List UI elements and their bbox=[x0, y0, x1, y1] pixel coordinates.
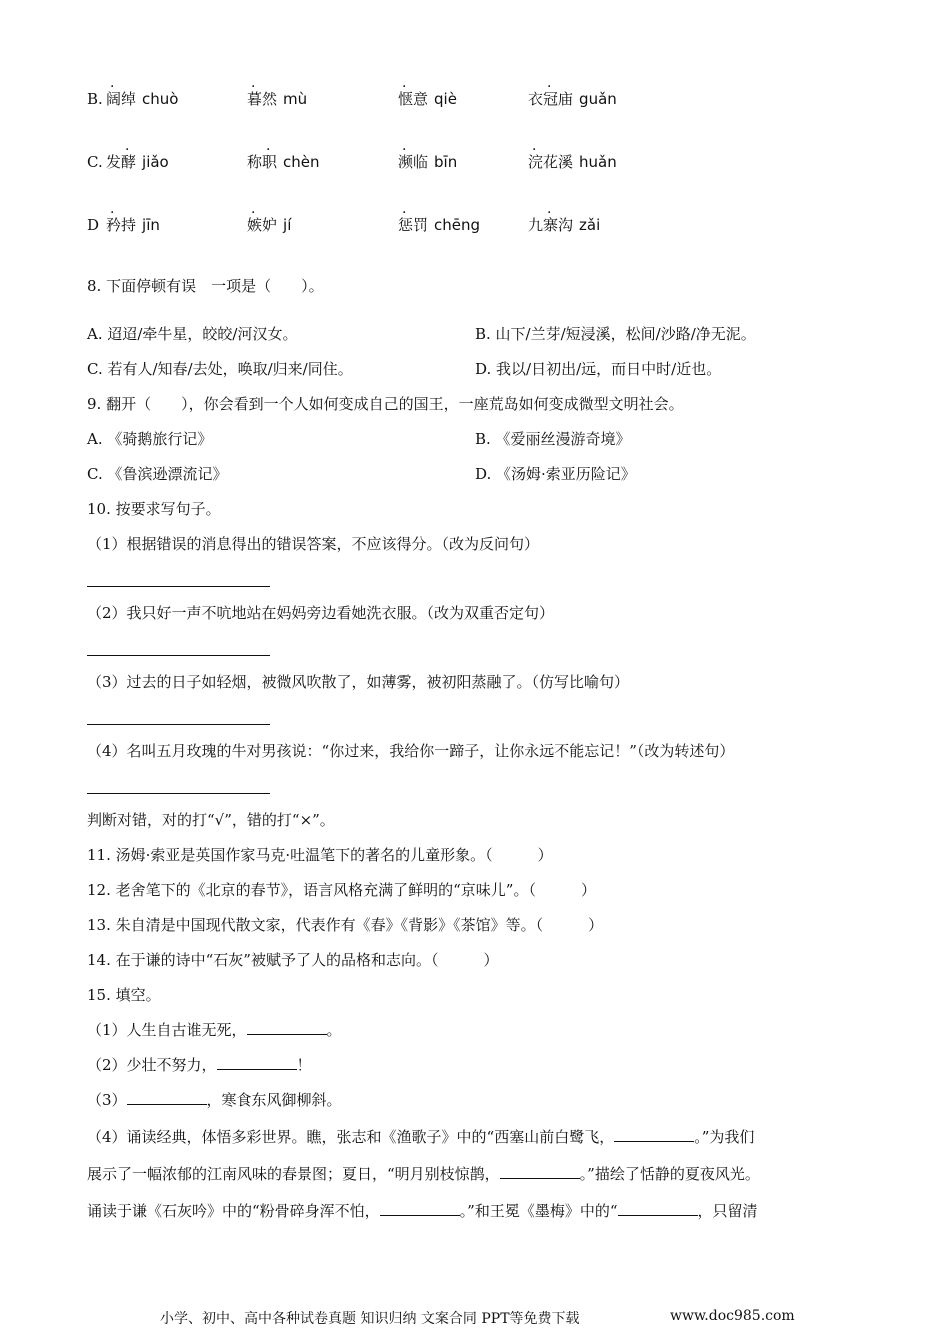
q15-sub4-text-a: （4）诵读经典，体悟多彩世界。瞧，张志和《渔歌子》中的“西塞山前白鹭飞， bbox=[87, 1128, 615, 1146]
option-d-item-3 bbox=[398, 215, 480, 235]
pinyin: qiè bbox=[434, 90, 457, 108]
pinyin: bīn bbox=[434, 153, 458, 171]
pinyin: guǎn bbox=[579, 90, 617, 108]
option-c-label: C. bbox=[87, 153, 103, 171]
word-prefix: 九 bbox=[528, 216, 544, 234]
q15-sub3-text: （3） bbox=[87, 1091, 127, 1109]
q8-option-a: A. 迢迢/牵牛星，皎皎/河汉女。 bbox=[87, 325, 298, 343]
q15-sub4-line1 bbox=[87, 1127, 754, 1147]
option-d-item-1 bbox=[106, 215, 160, 235]
q14: 14. 在于谦的诗中“石灰”被赋予了人的品格和志向。（ ） bbox=[87, 951, 499, 969]
q15-blank-5[interactable] bbox=[500, 1164, 580, 1179]
pinyin: chēng bbox=[434, 216, 481, 234]
word-suffix: 临 bbox=[413, 153, 429, 171]
word-suffix: 绰 bbox=[121, 90, 137, 108]
q15-sub4-text-e: 诵读于谦《石灰吟》中的“粉骨碎身浑不怕， bbox=[87, 1202, 380, 1220]
q15-blank-2[interactable] bbox=[217, 1055, 297, 1070]
footer-url[interactable]: www.doc985.com bbox=[670, 1308, 795, 1324]
pinyin: chèn bbox=[283, 153, 320, 171]
q15-sub4-line2 bbox=[87, 1164, 760, 1184]
pinyin: chuò bbox=[142, 90, 179, 108]
option-c-item-4 bbox=[528, 152, 617, 172]
q15-blank-1[interactable] bbox=[247, 1020, 327, 1035]
dotted-character: 酵 bbox=[121, 153, 137, 171]
q12: 12. 老舍笔下的《北京的春节》，语言风格充满了鲜明的“京味儿”。（ ） bbox=[87, 881, 596, 899]
q10-sub1: （1）根据错误的消息得出的错误答案，不应该得分。（改为反问句） bbox=[87, 535, 540, 553]
word-prefix: 发 bbox=[106, 153, 122, 171]
dotted-character: 浣 bbox=[528, 153, 544, 171]
option-c-item-1 bbox=[106, 152, 169, 172]
q10-answer-line-1[interactable] bbox=[87, 586, 270, 587]
q11: 11. 汤姆·索亚是英国作家马克·吐温笔下的著名的儿童形象。（ ） bbox=[87, 846, 553, 864]
q15-sub2-end: ！ bbox=[296, 1056, 312, 1074]
q15-sub4-text-g: ，只留清 bbox=[697, 1202, 758, 1220]
q15-blank-4[interactable] bbox=[614, 1127, 694, 1142]
q15-blank-3[interactable] bbox=[127, 1090, 207, 1105]
pinyin: mù bbox=[283, 90, 308, 108]
q8-option-c: C. 若有人/知春/去处，唤取/归来/同住。 bbox=[87, 360, 353, 378]
q15-stem: 15. 填空。 bbox=[87, 986, 161, 1004]
q15-sub1-end: 。 bbox=[326, 1021, 342, 1039]
option-b-item-2 bbox=[247, 89, 307, 109]
dotted-character: 惩 bbox=[398, 216, 414, 234]
word-suffix: 花溪 bbox=[543, 153, 574, 171]
word-suffix: 沟 bbox=[558, 216, 574, 234]
dotted-character: 惬 bbox=[398, 90, 414, 108]
pinyin: jí bbox=[283, 216, 292, 234]
q15-sub1-text: （1）人生自古谁无死， bbox=[87, 1021, 247, 1039]
q9-option-c: C. 《鲁滨逊漂流记》 bbox=[87, 465, 228, 483]
option-c-item-2 bbox=[247, 152, 320, 172]
q8-stem: 8. 下面停顿有误 一项是（ ）。 bbox=[87, 277, 324, 295]
q15-blank-7[interactable] bbox=[618, 1201, 698, 1216]
q15-sub1 bbox=[87, 1020, 342, 1040]
pinyin: jiǎo bbox=[142, 153, 169, 171]
q9-option-a: A. 《骑鹅旅行记》 bbox=[87, 430, 213, 448]
option-d-item-2 bbox=[247, 215, 291, 235]
q8-option-b: B. 山下/兰芽/短浸溪，松间/沙路/净无泥。 bbox=[475, 325, 756, 343]
q9-stem: 9. 翻开（ ），你会看到一个人如何变成自己的国王，一座荒岛如何变成微型文明社会。 bbox=[87, 395, 684, 413]
q10-answer-line-4[interactable] bbox=[87, 793, 270, 794]
word-suffix: 妒 bbox=[262, 216, 278, 234]
q15-sub2-text: （2）少壮不努力， bbox=[87, 1056, 217, 1074]
dotted-character: 暮 bbox=[247, 90, 263, 108]
q9-option-b: B. 《爱丽丝漫游奇境》 bbox=[475, 430, 631, 448]
q15-sub4-text-c: 展示了一幅浓郁的江南风味的春景图；夏日，“明月别枝惊鹊， bbox=[87, 1165, 500, 1183]
word-suffix: 然 bbox=[262, 90, 278, 108]
dotted-character: 阔 bbox=[106, 90, 122, 108]
dotted-character: 矜 bbox=[106, 216, 122, 234]
word-prefix: 称 bbox=[247, 153, 263, 171]
word-suffix: 庙 bbox=[558, 90, 574, 108]
pinyin: jīn bbox=[142, 216, 160, 234]
option-d-label: D bbox=[87, 216, 100, 234]
q15-sub4-text-d: 。”描绘了恬静的夏夜风光。 bbox=[579, 1165, 760, 1183]
q15-sub3-end: ，寒食东风御柳斜。 bbox=[206, 1091, 342, 1109]
q10-sub4: （4）名叫五月玫瑰的牛对男孩说：“你过来，我给你一蹄子，让你永远不能忘记！”（改为转述句） bbox=[87, 742, 735, 760]
q13: 13. 朱自清是中国现代散文家，代表作有《春》《背影》《茶馆》等。（ ） bbox=[87, 916, 604, 934]
option-b-item-1 bbox=[106, 89, 178, 109]
option-c-item-3 bbox=[398, 152, 457, 172]
q15-sub3 bbox=[87, 1090, 342, 1110]
pinyin: zǎi bbox=[579, 216, 601, 234]
option-b-label: B. bbox=[87, 90, 103, 108]
option-d-item-4 bbox=[528, 215, 600, 235]
option-b-item-4 bbox=[528, 89, 617, 109]
footer-text: 小学、初中、高中各种试卷真题 知识归纳 文案合同 PPT等免费下载 bbox=[160, 1311, 580, 1327]
q8-option-d: D. 我以/日初出/远，而日中时/近也。 bbox=[475, 360, 722, 378]
q10-answer-line-2[interactable] bbox=[87, 655, 270, 656]
word-suffix: 持 bbox=[121, 216, 137, 234]
word-prefix: 衣 bbox=[528, 90, 544, 108]
dotted-character: 寨 bbox=[543, 216, 559, 234]
q15-sub4-text-b: 。”为我们 bbox=[694, 1128, 755, 1146]
q10-sub2: （2）我只好一声不吭地站在妈妈旁边看她洗衣服。（改为双重否定句） bbox=[87, 604, 555, 622]
q10-answer-line-3[interactable] bbox=[87, 724, 270, 725]
judge-intro: 判断对错，对的打“√”，错的打“×”。 bbox=[87, 811, 335, 829]
q15-sub4-text-f: 。”和王冕《墨梅》中的“ bbox=[459, 1202, 618, 1220]
word-suffix: 罚 bbox=[413, 216, 429, 234]
q10-stem: 10. 按要求写句子。 bbox=[87, 500, 221, 518]
q9-option-d: D. 《汤姆·索亚历险记》 bbox=[475, 465, 636, 483]
dotted-character: 冠 bbox=[543, 90, 559, 108]
q15-sub4-line3 bbox=[87, 1201, 758, 1221]
pinyin: huǎn bbox=[579, 153, 617, 171]
q15-blank-6[interactable] bbox=[380, 1201, 460, 1216]
dotted-character: 嫉 bbox=[247, 216, 263, 234]
dotted-character: 职 bbox=[262, 153, 278, 171]
word-suffix: 意 bbox=[413, 90, 429, 108]
q15-sub2 bbox=[87, 1055, 312, 1075]
option-b-item-3 bbox=[398, 89, 457, 109]
dotted-character: 濒 bbox=[398, 153, 414, 171]
q10-sub3: （3）过去的日子如轻烟，被微风吹散了，如薄雾，被初阳蒸融了。（仿写比喻句） bbox=[87, 673, 630, 691]
